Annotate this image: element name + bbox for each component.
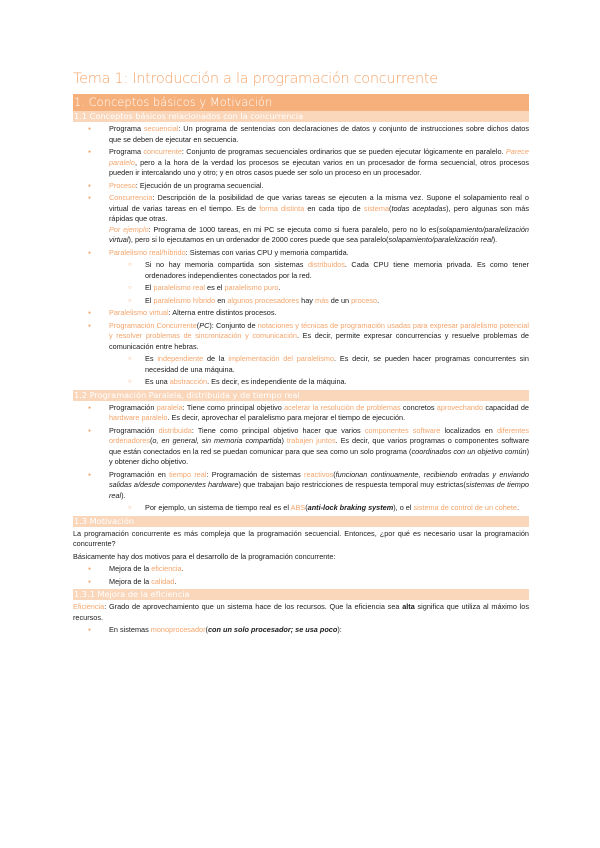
paragraph: Básicamente hay dos motivos para el desarrollo de la programación concurrente: <box>73 551 336 561</box>
list-item: ● Paralelismo real/híbrido: Sistemas con varias CPU y memoria compartida. <box>73 248 529 259</box>
list-item: ● Programación paralela: Tiene como principal objetivo acelerar la resolución de problemas concretos aprovechando capacidad de hardware paralelo. Es decir, aprovechar el paralelismo para mejorar el tiempo de ejecución. <box>73 403 529 424</box>
paragraph: Eficiencia: Grado de aprovechamiento que un sistema hace de los recursos. Que la eficiencia sea alta significa que utiliza al máximo los recursos. <box>73 602 529 622</box>
list-item: ○ Por ejemplo, un sistema de tiempo real es el ABS(anti-lock braking system), o el sistema de control de un cohete. <box>73 503 529 514</box>
document-content <box>73 70 529 638</box>
list-item: ○ Es una abstracción. Es decir, es independiente de la máquina. <box>73 377 529 388</box>
list-item: ● Programa secuencial: Un programa de sentencias con declaraciones de datos y conjunto de instrucciones sobre dichos datos que se deben de ejecutar en secuencia. <box>73 124 529 145</box>
motivation-list <box>73 564 529 587</box>
list-item: ○ Es independiente de la implementación del paralelismo. Es decir, se pueden hacer programas concurrentes sin necesidad de una máquina. <box>73 354 529 375</box>
list-item: ● Mejora de la calidad. <box>73 577 529 588</box>
section-heading-1: 1. Conceptos básicos y Motivación <box>73 94 529 111</box>
subsection-heading-1-3-1: 1.3.1 Mejora de la eficiencia <box>73 589 529 600</box>
list-item: ● Programa concurrente: Conjunto de programas secuenciales ordinarios que se pueden ejecutar lógicamente en paralelo. Parece paralelo, pero a la hora de la verdad los procesos se ejecutan varios en un procesador de forma secuencial, otros procesos pueden ir intercalando uno y otro; y en otros casos puede ser solo un proceso en un procesador. <box>73 147 529 179</box>
list-item: ● Paralelismo virtual: Alterna entre distintos procesos. <box>73 308 529 319</box>
list-item: ● Programación Concurrente(PC): Conjunto de notaciones y técnicas de programación usadas para expresar paralelismo potencial y resolver problemas de sincronización y comunicación. Es decir, permite expresar concurrencias y resuelve problemas de comunicación entre hebras. <box>73 321 529 353</box>
subsection-heading-1-1: 1.1 Conceptos básicos relacionados con la concurrencia <box>73 111 529 122</box>
list-item: ● Concurrencia: Descripción de la posibilidad de que varias tareas se ejecuten a la misma vez. Supone el solapamiento real o virtual de varias tareas en el tiempo. Es de forma distinta en cada tipo de sistema(todas aceptadas), pero algunas son más rápidas que otras. Por ejemplo: Programa de 1000 tareas, en mi PC se ejecuta como si fuera paralelo, pero no lo es(solapamiento/paralelización virtual), pero si lo ejecutamos en un ordenador de 2000 cores puede que sea paralelo(solapamiento/paralelización real). <box>73 193 529 246</box>
list-item: ● Programación distribuida: Tiene como principal objetivo hacer que varios componentes software localizados en diferentes ordenadores(o, en general, sin memoria compartida) trabajen juntos. Es decir, que varios programas o componentes software que están conectados en la red se puedan comunicar para que sea como un solo programa (coordinados con un objetivo común) y obtener dicho objetivo. <box>73 426 529 468</box>
list-item: ● En sistemas monoprocesador(con un solo procesador; se usa poco): <box>73 625 529 636</box>
list-item: ○ El paralelismo real es el paralelismo puro. <box>73 283 529 294</box>
efficiency-list <box>73 625 529 636</box>
concepts-list <box>73 124 529 388</box>
page-title: Tema 1: Introducción a la programación concurrente <box>73 71 438 87</box>
list-item: ○ El paralelismo híbrido en algunos procesadores hay más de un proceso. <box>73 296 529 307</box>
subsection-heading-1-3: 1.3 Motivación <box>73 516 529 527</box>
list-item: ● Proceso: Ejecución de un programa secuencial. <box>73 181 529 192</box>
subsection-heading-1-2: 1.2 Programación Paralela, distribuida y de tiempo real <box>73 390 529 401</box>
list-item: ○ Si no hay memoria compartida son sistemas distribuidos. Cada CPU tiene memoria privada. Es como tener ordenadores independientes conectados por la red. <box>73 260 529 281</box>
paragraph: La programación concurrente es más compleja que la programación secuencial. Entonces, ¿por qué es necesario usar la programación concurrente? <box>73 528 529 548</box>
list-item: ● Mejora de la eficiencia. <box>73 564 529 575</box>
list-item: ● Programación en tiempo real: Programación de sistemas reactivos(funcionan continuamente, recibiendo entradas y enviando salidas a/desde componentes hardware) que trabajan bajo restricciones de respuesta temporal muy estrictas(sistemas de tiempo real). <box>73 470 529 502</box>
programming-types-list <box>73 403 529 514</box>
